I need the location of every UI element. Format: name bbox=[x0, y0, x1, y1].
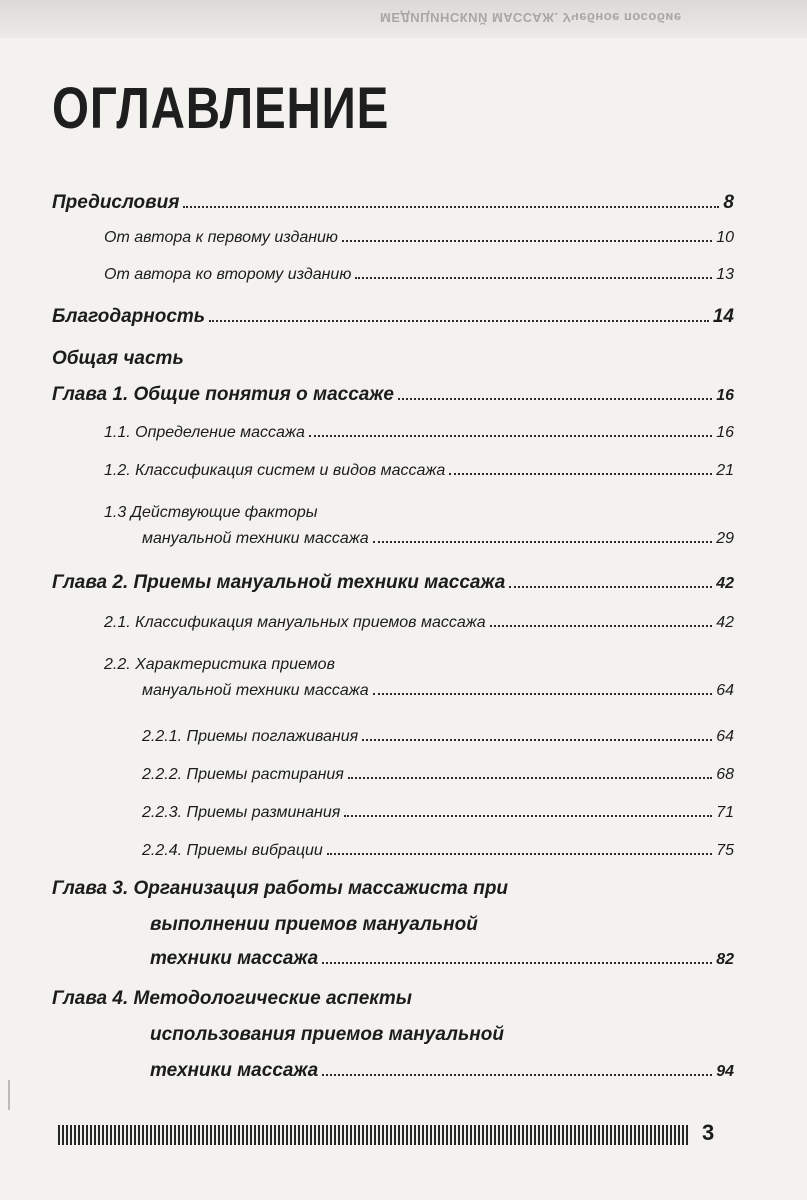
toc-entry-label: 2.2.2. Приемы растирания bbox=[142, 766, 344, 783]
dot-leader bbox=[449, 473, 712, 475]
toc-page-number: 14 bbox=[712, 306, 734, 327]
toc-entry-2-2-line1[interactable]: 2.2. Характеристика приемов bbox=[104, 656, 335, 673]
dot-leader bbox=[209, 320, 709, 322]
toc-page-number: 16 bbox=[716, 424, 734, 441]
toc-entry-label: 2.2.4. Приемы вибрации bbox=[142, 842, 323, 859]
toc-title: ОГЛАВЛЕНИЕ bbox=[52, 76, 390, 141]
toc-entry-label: Глава 1. Общие понятия о массаже bbox=[52, 384, 394, 405]
toc-entry-label: 2.1. Классификация мануальных приемов массажа bbox=[104, 614, 486, 631]
toc-section-label: Общая часть bbox=[52, 348, 184, 369]
toc-entry-label: 1.1. Определение массажа bbox=[104, 424, 305, 441]
dot-leader bbox=[322, 1074, 712, 1076]
toc-page-number: 21 bbox=[716, 462, 734, 479]
toc-page-number: 64 bbox=[716, 728, 734, 745]
toc-entry-chapter-4-line1[interactable]: Глава 4. Методологические аспекты bbox=[52, 988, 413, 1009]
toc-entry-chapter-4[interactable] bbox=[150, 1060, 734, 1082]
toc-entry-2-2-4[interactable] bbox=[142, 842, 734, 860]
toc-page-number: 8 bbox=[723, 192, 734, 213]
dot-leader bbox=[373, 693, 713, 695]
toc-entry-1-1[interactable] bbox=[104, 424, 734, 442]
toc-entry-chapter-3[interactable] bbox=[150, 948, 734, 970]
toc-page-number: 42 bbox=[716, 575, 734, 592]
toc-entry-label: От автора к первому изданию bbox=[104, 229, 338, 246]
margin-mark bbox=[8, 1080, 10, 1110]
dot-leader bbox=[355, 277, 712, 279]
page-number: 3 bbox=[702, 1120, 715, 1145]
toc-page-number: 68 bbox=[716, 766, 734, 783]
toc-page-number: 71 bbox=[716, 804, 734, 821]
dot-leader bbox=[322, 962, 712, 964]
toc-entry-label: мануальной техники массажа bbox=[142, 530, 369, 547]
toc-entry-chapter-2[interactable] bbox=[52, 572, 734, 594]
toc-entry-label: техники массажа bbox=[150, 1060, 319, 1081]
toc-entry-1-3[interactable] bbox=[142, 530, 734, 548]
toc-entry-label: Благодарность bbox=[52, 306, 206, 327]
toc-entry-chapter-1[interactable] bbox=[52, 384, 734, 406]
toc-entry-chapter-3-line2[interactable]: выполнении приемов мануальной bbox=[150, 914, 478, 935]
toc-entry-chapter-3-line1[interactable]: Глава 3. Организация работы массажиста при bbox=[52, 878, 509, 899]
footer-barcode-strip bbox=[58, 1125, 688, 1145]
toc-entry-first-edition[interactable] bbox=[104, 229, 734, 247]
toc-entry-2-2[interactable] bbox=[142, 682, 734, 700]
running-header bbox=[0, 0, 807, 38]
toc-page-number: 82 bbox=[716, 951, 734, 968]
toc-entry-label: техники массажа bbox=[150, 948, 319, 969]
dot-leader bbox=[348, 777, 712, 779]
dot-leader bbox=[342, 240, 712, 242]
toc-page-number: 16 bbox=[716, 387, 734, 404]
toc-entry-label: 1.2. Классификация систем и видов массажа bbox=[104, 462, 446, 479]
toc-entry-2-1[interactable] bbox=[104, 614, 734, 632]
toc-page-number: 29 bbox=[716, 530, 734, 547]
toc-entry-preface[interactable] bbox=[52, 192, 734, 214]
dot-leader bbox=[490, 625, 713, 627]
toc-entry-acknowledgment[interactable] bbox=[52, 306, 734, 328]
toc-entry-2-2-3[interactable] bbox=[142, 804, 734, 822]
toc-entry-2-2-2[interactable] bbox=[142, 766, 734, 784]
dot-leader bbox=[398, 398, 712, 400]
toc-entry-2-2-1[interactable] bbox=[142, 728, 734, 746]
toc-page-number: 10 bbox=[716, 229, 734, 246]
toc-entry-1-2[interactable] bbox=[104, 462, 734, 480]
toc-section-general bbox=[52, 348, 184, 370]
dot-leader bbox=[362, 739, 712, 741]
dot-leader bbox=[373, 541, 713, 543]
dot-leader bbox=[309, 435, 712, 437]
toc-page-number: 64 bbox=[716, 682, 734, 699]
dot-leader bbox=[509, 586, 712, 588]
toc-entry-label: мануальной техники массажа bbox=[142, 682, 369, 699]
header-ghost-text: МЕДИЦИНСКИЙ МАССАЖ. Учебное пособие bbox=[380, 10, 682, 25]
toc-entry-second-edition[interactable] bbox=[104, 266, 734, 284]
toc-page-number: 75 bbox=[716, 842, 734, 859]
dot-leader bbox=[344, 815, 712, 817]
toc-page-number: 42 bbox=[716, 614, 734, 631]
toc-entry-label: От автора ко второму изданию bbox=[104, 266, 352, 283]
dot-leader bbox=[183, 206, 719, 208]
toc-page-number: 94 bbox=[716, 1063, 734, 1080]
toc-entry-label: 2.2.1. Приемы поглаживания bbox=[142, 728, 359, 745]
toc-entry-label: 2.2.3. Приемы разминания bbox=[142, 804, 341, 821]
toc-entry-chapter-4-line2[interactable]: использования приемов мануальной bbox=[150, 1024, 504, 1045]
toc-page-number: 13 bbox=[716, 266, 734, 283]
toc-entry-label: Предисловия bbox=[52, 192, 180, 213]
dot-leader bbox=[327, 853, 712, 855]
toc-entry-1-3-line1[interactable]: 1.3 Действующие факторы bbox=[104, 504, 318, 521]
toc-entry-label: Глава 2. Приемы мануальной техники массажа bbox=[52, 572, 506, 593]
